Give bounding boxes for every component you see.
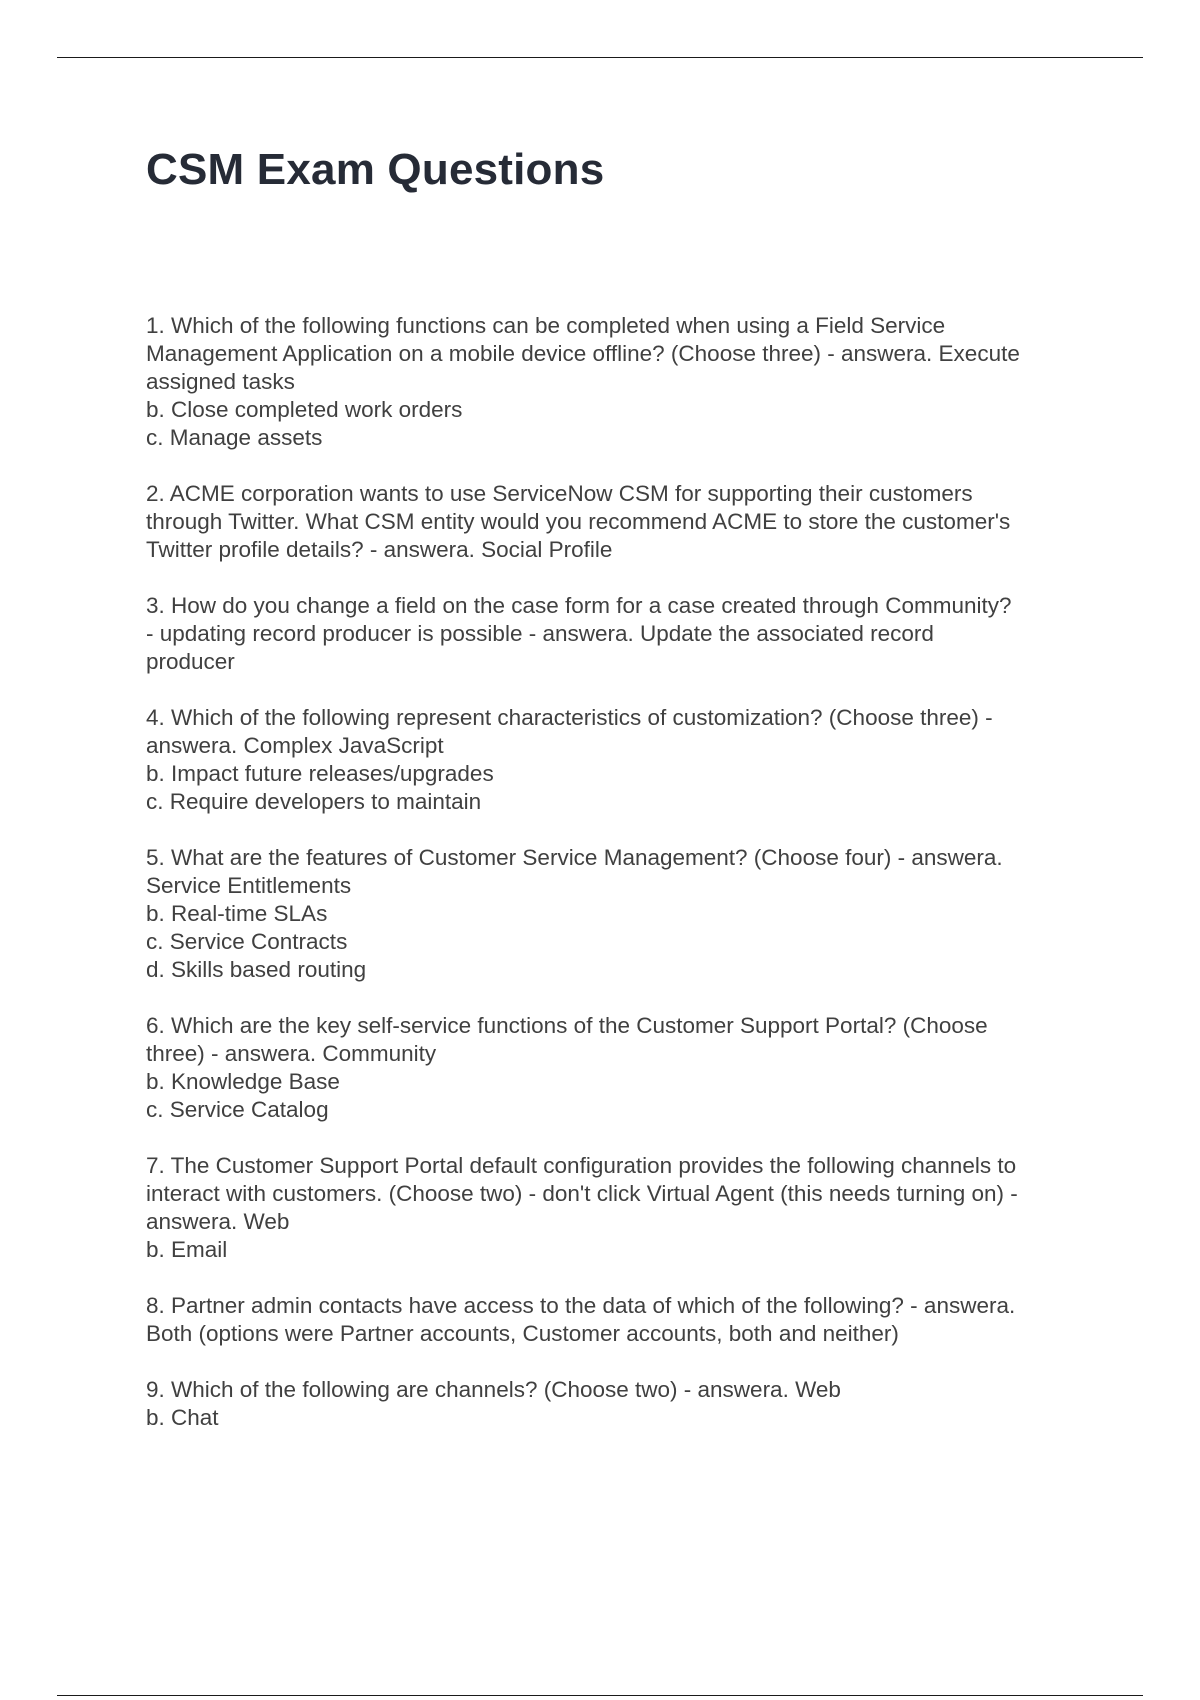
answer-option: c. Require developers to maintain [146, 789, 482, 814]
question-6 [146, 1012, 1096, 1124]
answer-option: b. Close completed work orders [146, 397, 463, 422]
question-3 [146, 592, 1096, 676]
answer-option: c. Manage assets [146, 425, 323, 450]
question-line: 9. Which of the following are channels? (Choose two) - answera. Web [146, 1377, 841, 1402]
question-9 [146, 1376, 1096, 1432]
answer-option: b. Chat [146, 1405, 219, 1430]
question-line: 4. Which of the following represent characteristics of customization? (Choose three) - [146, 705, 993, 730]
answer-option: b. Email [146, 1237, 228, 1262]
answer-option: b. Knowledge Base [146, 1069, 340, 1094]
answer-option: b. Impact future releases/upgrades [146, 761, 494, 786]
question-line: through Twitter. What CSM entity would you recommend ACME to store the customer's [146, 509, 1011, 534]
question-line: three) - answera. Community [146, 1041, 437, 1066]
answer-option: b. Real-time SLAs [146, 901, 328, 926]
question-line: - updating record producer is possible - answera. Update the associated record [146, 621, 934, 646]
question-line: answera. Web [146, 1209, 290, 1234]
page-title: CSM Exam Questions [146, 145, 605, 194]
question-line: 5. What are the features of Customer Service Management? (Choose four) - answera. [146, 845, 1003, 870]
question-line: 8. Partner admin contacts have access to the data of which of the following? - answera. [146, 1293, 1016, 1318]
question-line: Both (options were Partner accounts, Customer accounts, both and neither) [146, 1321, 899, 1346]
question-line: 6. Which are the key self-service functions of the Customer Support Portal? (Choose [146, 1013, 988, 1038]
answer-option: c. Service Contracts [146, 929, 348, 954]
question-line: assigned tasks [146, 369, 295, 394]
question-8 [146, 1292, 1096, 1348]
question-1 [146, 312, 1096, 452]
question-line: 3. How do you change a field on the case form for a case created through Community? [146, 593, 1012, 618]
question-line: 7. The Customer Support Portal default configuration provides the following channels to [146, 1153, 1017, 1178]
bottom-rule [57, 1695, 1143, 1696]
question-line: answera. Complex JavaScript [146, 733, 444, 758]
top-rule [57, 57, 1143, 58]
question-line: 2. ACME corporation wants to use ServiceNow CSM for supporting their customers [146, 481, 973, 506]
question-line: producer [146, 649, 235, 674]
answer-option: c. Service Catalog [146, 1097, 329, 1122]
question-line: 1. Which of the following functions can be completed when using a Field Service [146, 313, 946, 338]
question-2 [146, 480, 1096, 564]
question-list [146, 312, 1096, 1460]
question-line: Twitter profile details? - answera. Social Profile [146, 537, 613, 562]
question-4 [146, 704, 1096, 816]
question-line: interact with customers. (Choose two) - don't click Virtual Agent (this needs turning on) - [146, 1181, 1018, 1206]
question-5 [146, 844, 1096, 984]
question-line: Management Application on a mobile device offline? (Choose three) - answera. Execute [146, 341, 1020, 366]
answer-option: d. Skills based routing [146, 957, 367, 982]
question-7 [146, 1152, 1096, 1264]
question-line: Service Entitlements [146, 873, 352, 898]
